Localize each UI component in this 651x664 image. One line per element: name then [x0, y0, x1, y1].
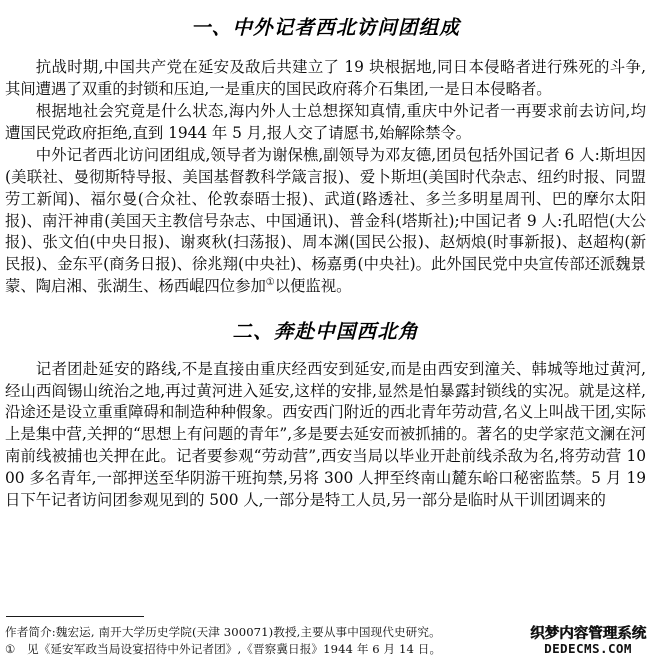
paragraph — [5, 145, 646, 298]
document-page — [0, 12, 651, 664]
footnote-marker: ① — [5, 642, 16, 656]
footnote-text: 见《延安军政当局设宴招待中外记者团》,《晋察冀日报》1944 年 6 月 14 日。 — [27, 642, 442, 656]
paragraph: 根据地社会究竟是什么状态,海内外人士总想探知真情,重庆中外记者一再要求前去访问,均遭国民党政府拒绝,直到 1944 年 5 月,报人交了请愿书,始解除禁令。 — [5, 102, 646, 142]
paragraph-text-tail: 以便监视。 — [274, 276, 352, 295]
paragraph: 抗战时期,中国共产党在延安及敌后共建立了 19 块根据地,同日本侵略者进行殊死的斗争,其间遭遇了双重的封锁和压迫,一是重庆的国民政府蒋介石集团,一是日本侵略者。 — [5, 58, 646, 98]
paragraph: 记者团赴延安的路线,不是直接由重庆经西安到延安,而是由西安到潼关、韩城等地过黄河,经山西阎锡山统治之地,再过黄河进入延安,这样的安排,显然是怕暴露封锁线的实况。就是这样,沿途还是设立重重障碍和制造种种假象。西安西门附近的西北青年劳动营,名义上叫战干团,实际上是集中营,关押的“思想上有问题的青年”,多是要去延安而被抓捕的。著名的史学家范文澜在河南前线被捕也关押在此。记者要参观“劳动营”,西安当局以毕业开赴前线杀敌为名,将劳动营 1000 多名青年,一部押送至华阴游干班拘禁,另将 300 人押至终南山麓东峪口秘密监禁。5 月 19 日下午记者访问团参观见到的 500 人,一部分是特工人员,另一部分是临时从干训团调来的 — [5, 359, 646, 509]
footnote-separator-rule — [6, 616, 144, 617]
footnote-reference[interactable]: ① — [265, 276, 275, 288]
section-heading-2: 二、奔赴中国西北角 — [232, 319, 419, 343]
author-biography: 作者简介:魏宏运, 南开大学历史学院(天津 300071)教授,主要从事中国现代史研究。 — [5, 625, 441, 639]
section-1-body — [5, 57, 646, 298]
section-2-body — [5, 359, 646, 512]
watermark-english-text: DEDECMS.COM — [544, 641, 632, 657]
paragraph-text: 中外记者西北访问团组成,领导者为谢保樵,副领导为邓友德,团员包括外国记者 6 人:斯坦因(美联社、曼彻斯特导报、美国基督教科学箴言报)、爱卜斯坦(美国时代杂志、纽约时报、同盟劳工新闻)、福尔曼(合众社、伦敦泰晤士报)、武道(路透社、多兰多明星周刊、巴的摩尔太阳报)、南汗神甫(美国天主教信号杂志、中国通讯)、普金科(塔斯社);中国记者 9 人:孔昭恺(大公报)、张文伯(中央日报)、谢爽秋(扫荡报)、周本渊(国民公报)、赵炳烺(时事新报)、赵超构(新民报)、金东平(商务日报)、徐兆翔(中央社)、杨嘉勇(中央社)。此外国民党中央宣传部还派魏景蒙、陶启湘、张湖生、杨西崐四位参加 — [5, 146, 646, 295]
watermark-chinese-text: 织梦内容管理系统 — [530, 625, 646, 642]
section-heading-1: 一、中外记者西北访问团组成 — [190, 16, 461, 39]
